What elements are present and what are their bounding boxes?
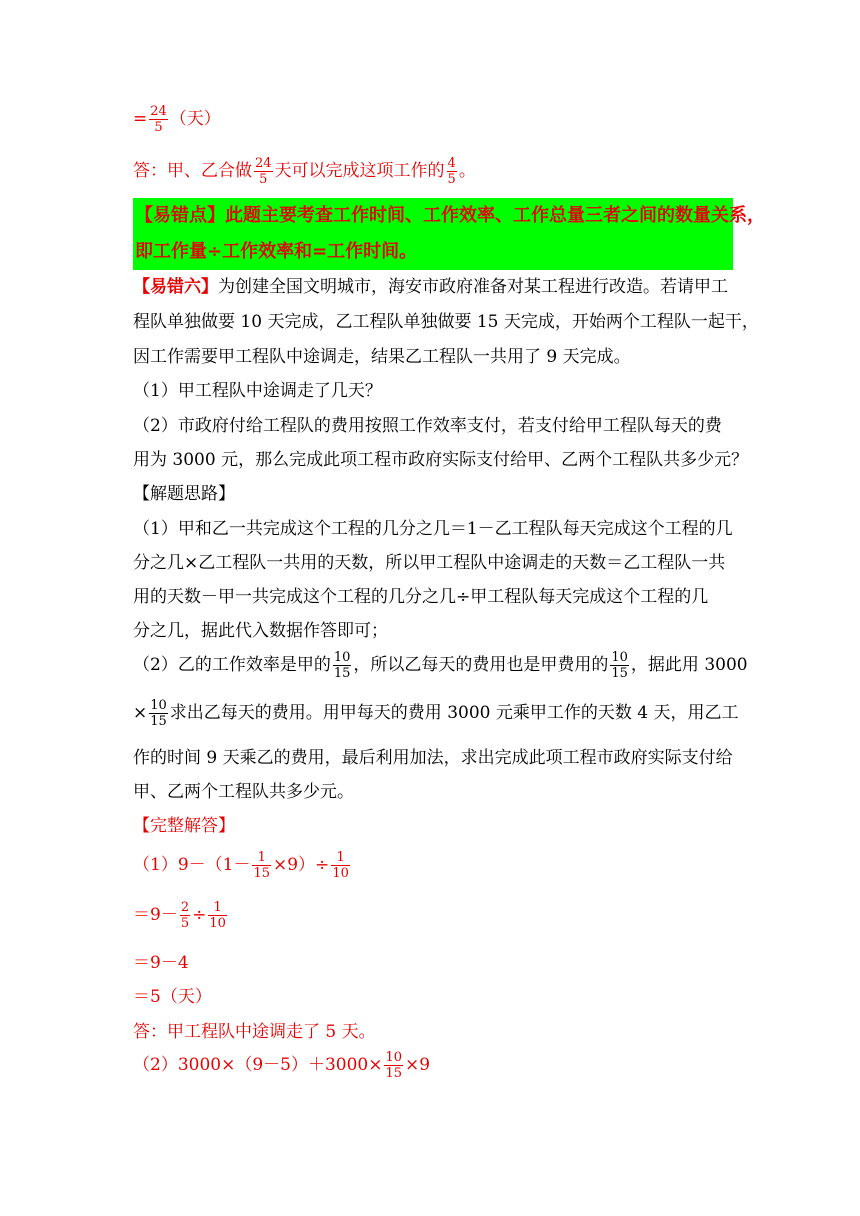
solution-step-4: ＝5（天）: [133, 987, 212, 1007]
thinking-p1-line-1: （1）甲和乙一共完成这个工程的几分之几＝1－乙工程队每天完成这个工程的几: [133, 519, 733, 539]
solution-step-2: ＝9－ $\frac{2}{5}$ ÷ $\frac{1}{10}$: [133, 900, 226, 931]
solution-step-5: （2）3000×（9－5）＋3000× $\frac{10}{15}$ ×9: [133, 1050, 431, 1081]
error-point-line-2: 即工作量÷工作效率和=工作时间。: [135, 241, 418, 262]
thinking-p1-line-4: 分之几，据此代入数据作答即可；: [133, 621, 388, 641]
thinking-p2-line-1: （2）乙的工作效率是甲的 $\frac{10}{15}$ ，所以乙每天的费用也是甲费用的 $\frac{10}{15}$ ，据此用 3000: [133, 650, 748, 681]
question-2-line-1: （2）市政府付给工程队的费用按照工作效率支付，若支付给甲工程队每天的费: [133, 416, 722, 436]
fraction: $\frac{1}{10}$: [332, 850, 349, 881]
result-prefix: =: [133, 109, 148, 129]
thinking-p2-line-4: 甲、乙两个工程队共多少元。: [133, 782, 354, 802]
answer-line: 答：甲、乙合做 $\frac{24}{5}$ 天可以完成这项工作的 $\frac{4}{5}$ 。: [133, 156, 476, 187]
answer-1: 答：甲工程队中途调走了 5 天。: [133, 1022, 376, 1042]
problem-line-2: 程队单独做要 10 天完成，乙工程队单独做要 15 天完成，开始两个工程队一起干，: [133, 312, 759, 332]
fraction: $\frac{24}{5}$: [255, 156, 272, 187]
result-unit: （天）: [169, 109, 221, 129]
error-point-line-1: 【易错点】此题主要考查工作时间、工作效率、工作总量三者之间的数量关系，: [135, 205, 765, 226]
fraction: $\frac{1}{10}$: [209, 900, 226, 931]
fraction: $\frac{1}{15}$: [253, 850, 270, 881]
question-2-line-2: 用为 3000 元，那么完成此项工程市政府实际支付给甲、乙两个工程队共多少元？: [133, 450, 749, 470]
thinking-header: 【解题思路】: [133, 484, 235, 504]
fraction: $\frac{10}{15}$: [333, 650, 351, 681]
fraction: $\frac{4}{5}$: [447, 156, 456, 187]
fraction: $\frac{10}{15}$: [385, 1050, 403, 1081]
thinking-p1-line-3: 用的天数－甲一共完成这个工程的几分之几÷甲工程队每天完成这个工程的几: [133, 587, 709, 607]
fraction: $\frac{10}{15}$: [611, 650, 628, 681]
question-1: （1）甲工程队中途调走了几天？: [133, 381, 382, 401]
result-line: [133, 104, 221, 135]
fraction: $\frac{10}{15}$: [150, 698, 167, 729]
solution-step-1: （1）9－（1－ $\frac{1}{15}$ ×9）÷ $\frac{1}{10}$: [133, 850, 349, 881]
fraction: $\frac{24}{5}$: [150, 104, 167, 135]
thinking-p2-line-2: × $\frac{10}{15}$ 求出乙每天的费用。用甲每天的费用 3000 元乘甲工作的天数 4 天，用乙工: [133, 698, 739, 729]
fraction: $\frac{2}{5}$: [180, 900, 190, 931]
solution-header: 【完整解答】: [133, 816, 235, 836]
thinking-p2-line-3: 作的时间 9 天乘乙的费用，最后利用加法，求出完成此项工程市政府实际支付给: [133, 748, 733, 768]
problem-tag: 【易错六】: [133, 277, 218, 297]
thinking-p1-line-2: 分之几×乙工程队一共用的天数，所以甲工程队中途调走的天数＝乙工程队一共: [133, 553, 726, 573]
error-point-highlight: [133, 198, 765, 270]
problem-line-3: 因工作需要甲工程队中途调走，结果乙工程队一共用了 9 天完成。: [133, 347, 631, 367]
problem-line-1: 【易错六】为创建全国文明城市，海安市政府准备对某工程进行改造。若请甲工: [133, 277, 728, 297]
solution-step-3: ＝9－4: [133, 953, 189, 973]
